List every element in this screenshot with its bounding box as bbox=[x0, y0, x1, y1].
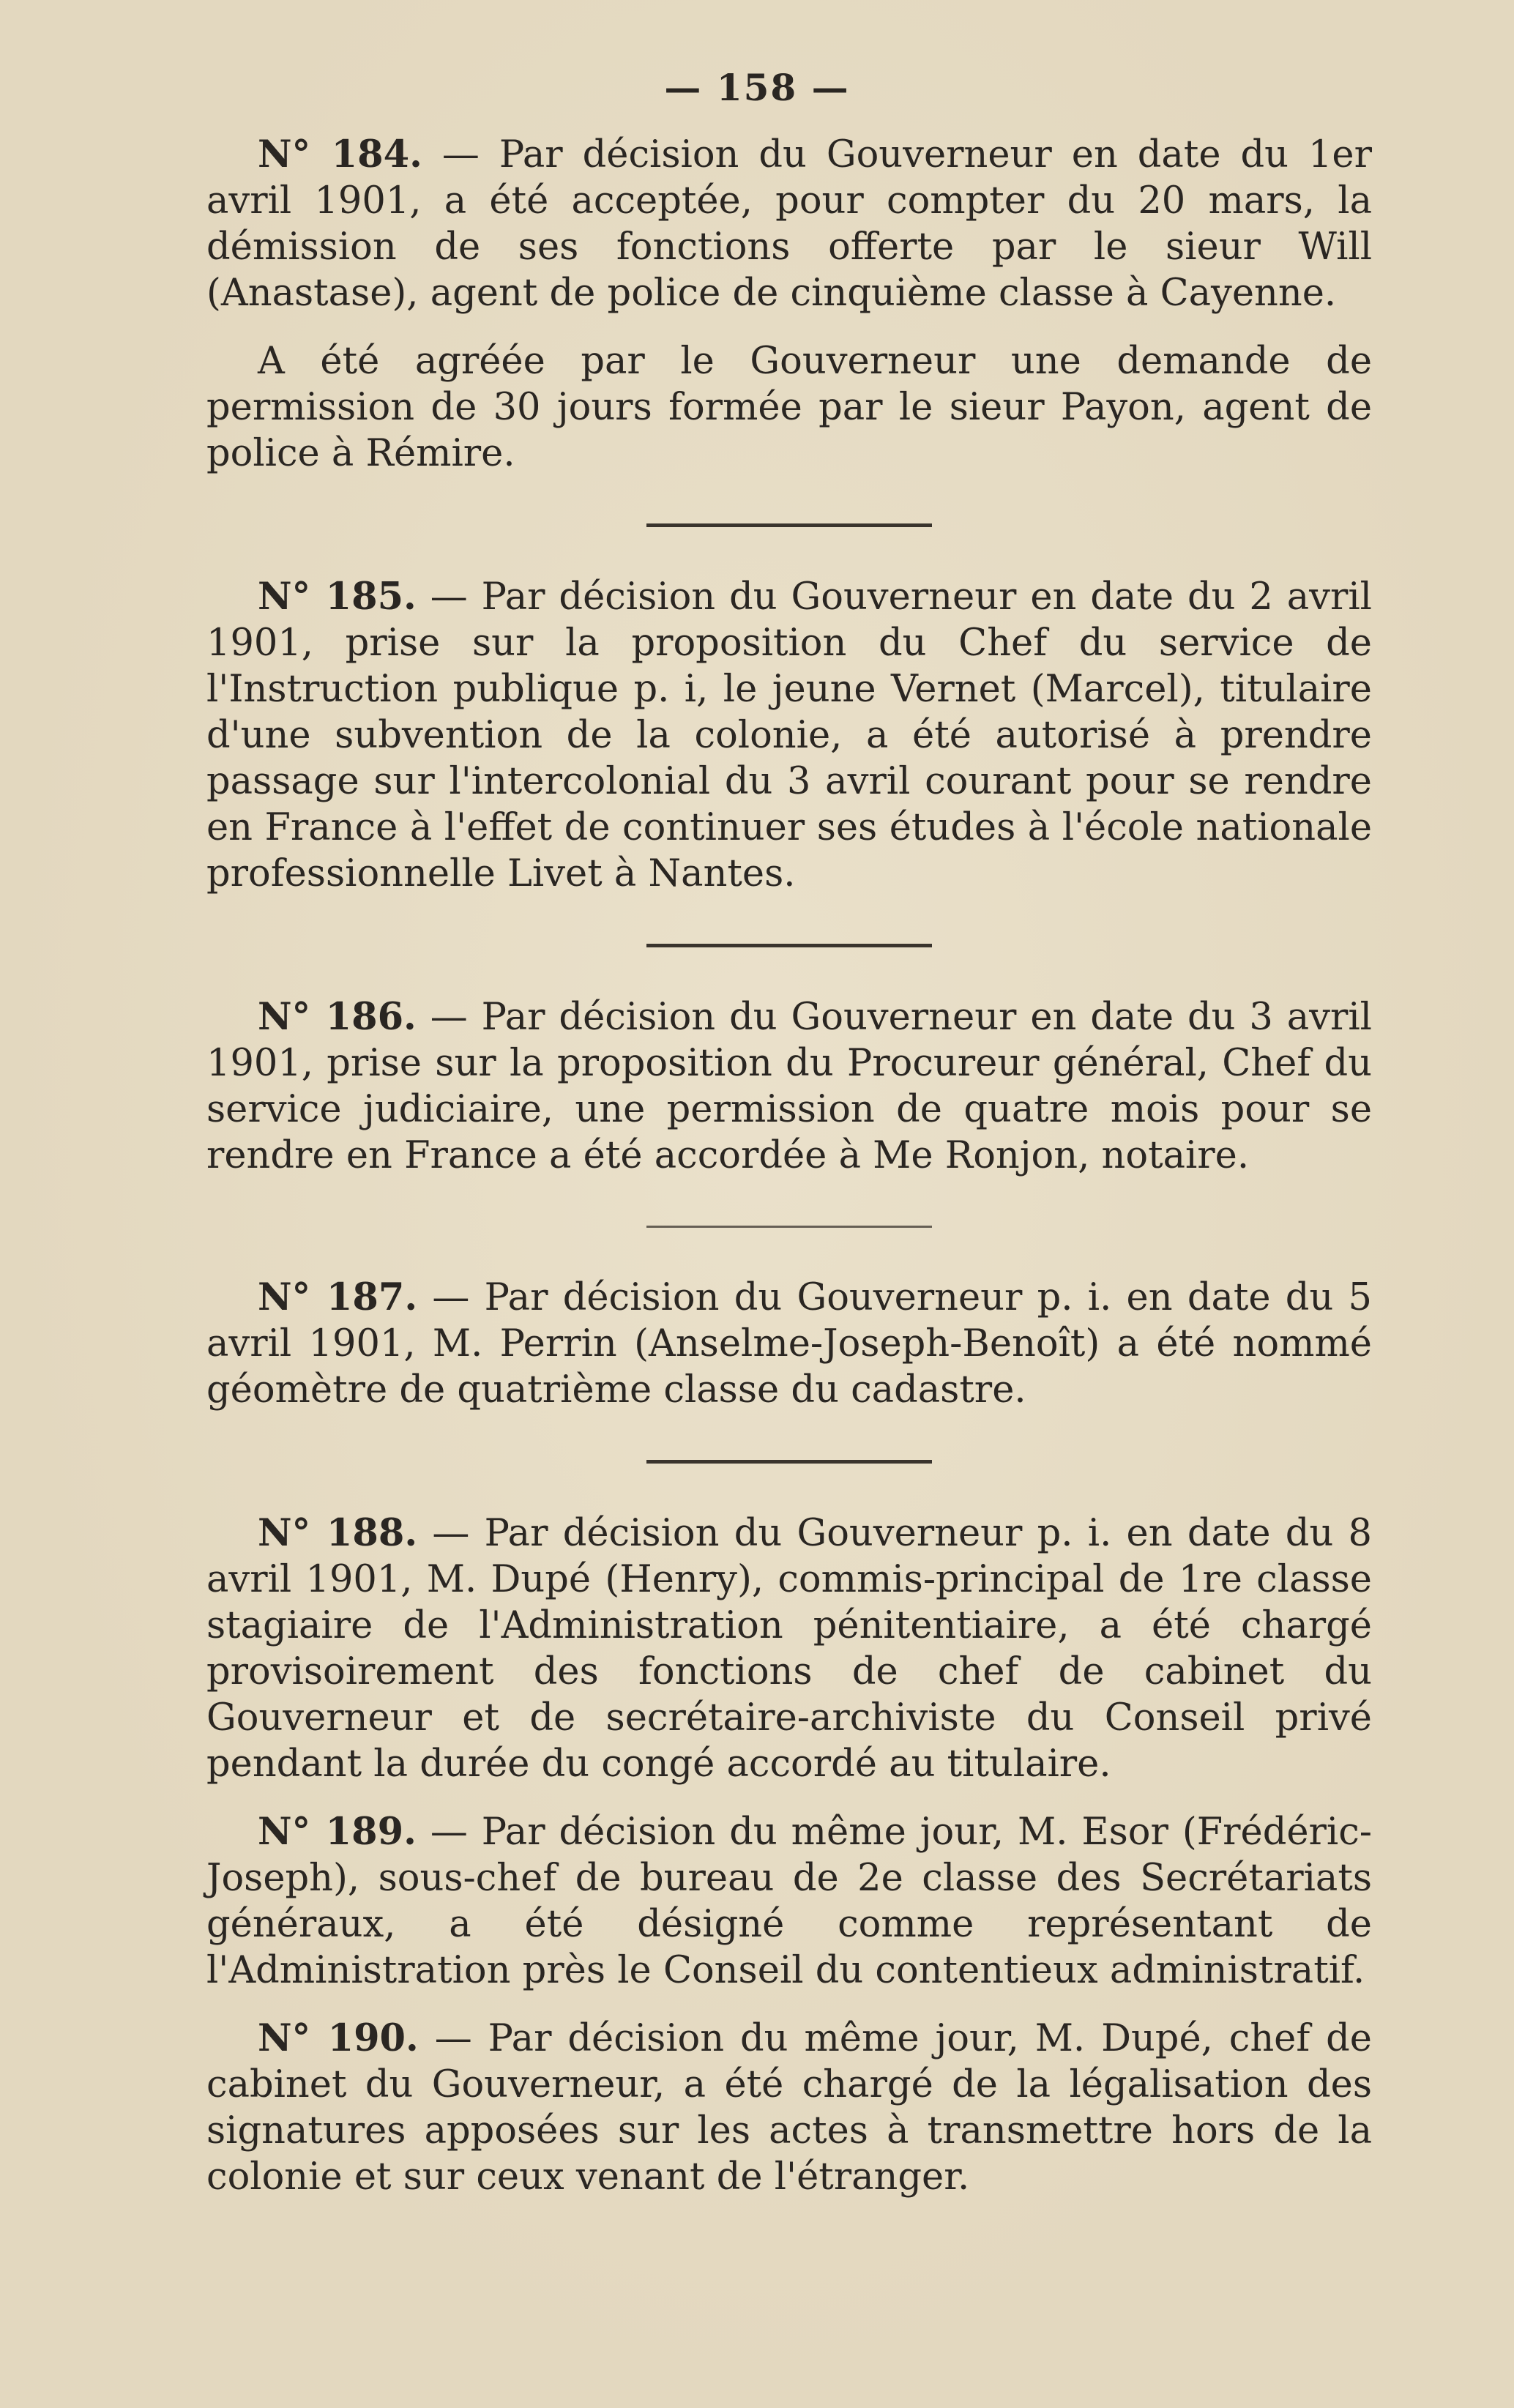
paragraph-text: — Par décision du même jour, M. Dupé, chef de cabinet du Gouverneur, a été chargé de la légalisation des signatures apposées sur les actes à transmettre hors de la colonie et sur ceux venant de l'étranger. bbox=[206, 2017, 1372, 2199]
separator-rule bbox=[646, 523, 932, 527]
paragraph-text: — Par décision du Gouverneur en date du 1er avril 1901, a été acceptée, pour compter du 20 mars, la démission de ses fonctions offerte par le sieur Will (Anastase), agent de police de cinquième classe à Cayenne. bbox=[206, 133, 1372, 315]
entry-number: N° 184. bbox=[258, 133, 422, 176]
entry-185 bbox=[206, 574, 1372, 897]
separator-rule bbox=[646, 944, 932, 947]
paragraph-text: — Par décision du Gouverneur p. i. en date du 8 avril 1901, M. Dupé (Henry), commis-principal de 1re classe stagiaire de l'Administration pénitentiaire, a été chargé provisoirement des fonctions de chef de cabinet du Gouverneur et de secrétaire-archiviste du Conseil privé pendant la durée du congé accordé au titulaire. bbox=[206, 1512, 1372, 1786]
paragraph bbox=[206, 338, 1372, 477]
paragraph bbox=[206, 2016, 1372, 2200]
paragraph-text: A été agréée par le Gouverneur une demande de permission de 30 jours formée par le sieur Payon, agent de police à Rémire. bbox=[206, 340, 1372, 475]
paragraph bbox=[206, 1510, 1372, 1787]
entry-number: N° 190. bbox=[258, 2016, 419, 2060]
entry-number: N° 186. bbox=[258, 995, 417, 1039]
paragraph bbox=[206, 1809, 1372, 1994]
entry-184 bbox=[206, 132, 1372, 477]
paragraph bbox=[206, 574, 1372, 897]
paragraph-text: — Par décision du Gouverneur en date du 3 avril 1901, prise sur la proposition du Procureur général, Chef du service judiciaire, une permission de quatre mois pour se rendre en France a été accordée à Me Ronjon, notaire. bbox=[206, 996, 1372, 1177]
paragraph bbox=[206, 1275, 1372, 1413]
entry-188 bbox=[206, 1510, 1372, 1787]
paragraph-text: — Par décision du Gouverneur p. i. en date du 5 avril 1901, M. Perrin (Anselme-Joseph-Benoît) a été nommé géomètre de quatrième classe du cadastre. bbox=[206, 1276, 1372, 1412]
separator-rule bbox=[646, 1460, 932, 1464]
entry-number: N° 187. bbox=[258, 1275, 418, 1319]
entry-187 bbox=[206, 1275, 1372, 1413]
entry-186 bbox=[206, 994, 1372, 1179]
paragraph bbox=[206, 994, 1372, 1179]
page-content bbox=[206, 132, 1372, 2200]
entry-190 bbox=[206, 2016, 1372, 2200]
page-number: — 158 — bbox=[664, 66, 850, 109]
separator-rule bbox=[646, 1226, 932, 1228]
paragraph-text: — Par décision du Gouverneur en date du 2 avril 1901, prise sur la proposition du Chef du service de l'Instruction publique p. i, le jeune Vernet (Marcel), titulaire d'une subvention de la colonie, a été autorisé à prendre passage sur l'intercolonial du 3 avril courant pour se rendre en France à l'effet de continuer ses études à l'école nationale professionnelle Livet à Nantes. bbox=[206, 575, 1372, 895]
paragraph bbox=[206, 132, 1372, 316]
entry-number: N° 189. bbox=[258, 1810, 417, 1854]
entry-number: N° 188. bbox=[258, 1511, 418, 1555]
entry-189 bbox=[206, 1809, 1372, 1994]
paragraph-text: — Par décision du même jour, M. Esor (Frédéric-Joseph), sous-chef de bureau de 2e classe des Secrétariats généraux, a été désigné comme représentant de l'Administration près le Conseil du contentieux administratif. bbox=[206, 1811, 1373, 1992]
entry-number: N° 185. bbox=[258, 575, 417, 619]
